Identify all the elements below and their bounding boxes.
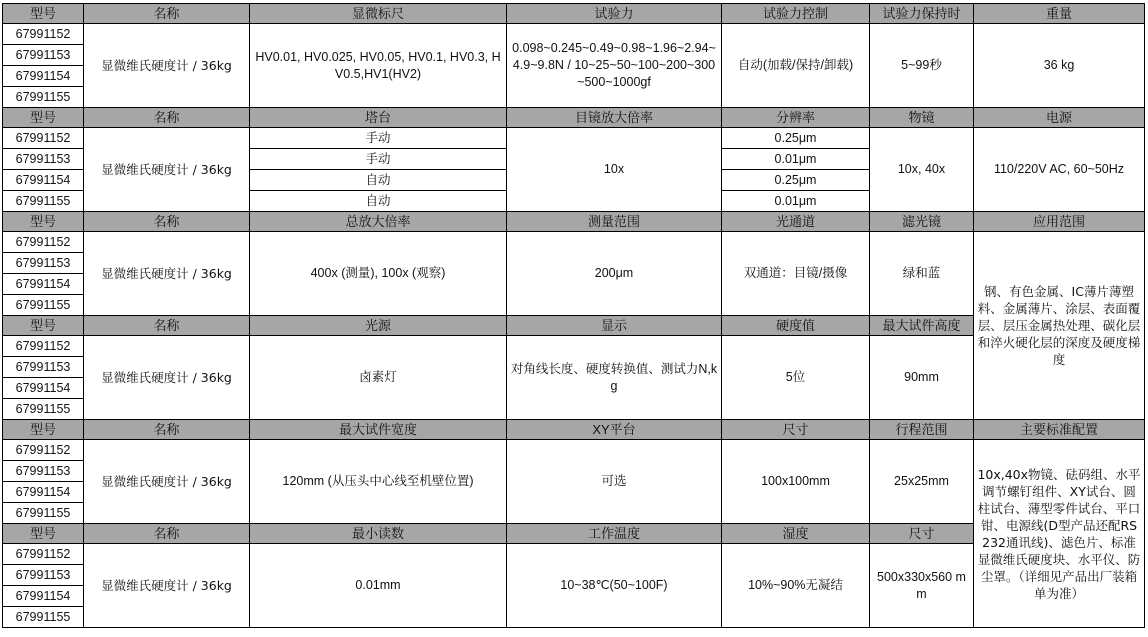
- header-name: 名称: [84, 4, 250, 24]
- model-cell: 67991155: [3, 399, 84, 420]
- turret-value: 自动: [250, 191, 507, 212]
- hardness-value: 5位: [722, 336, 870, 420]
- turret-value: 手动: [250, 149, 507, 170]
- weight-value: 36 kg: [974, 24, 1145, 108]
- xy-stage-value: 可选: [507, 440, 722, 524]
- product-name: 显微维氏硬度计 / 36kg: [84, 24, 250, 108]
- header-model: 型号: [3, 316, 84, 336]
- header-light-path: 光通道: [722, 212, 870, 232]
- header-standard-config: 主要标准配置: [974, 420, 1145, 440]
- header-filter: 滤光镜: [870, 212, 974, 232]
- turret-value: 自动: [250, 170, 507, 191]
- model-cell: 67991153: [3, 565, 84, 586]
- max-width-value: 120mm (从压头中心线至机壁位置): [250, 440, 507, 524]
- header-objective: 物镜: [870, 108, 974, 128]
- header-force: 试验力: [507, 4, 722, 24]
- power-value: 110/220V AC, 60~50Hz: [974, 128, 1145, 212]
- dimensions-value: 500x330x560 mm: [870, 544, 974, 628]
- header-light-source: 光源: [250, 316, 507, 336]
- header-row-5: [3, 420, 1145, 440]
- work-temp-value: 10~38℃(50~100F): [507, 544, 722, 628]
- header-name: 名称: [84, 212, 250, 232]
- header-work-temp: 工作温度: [507, 524, 722, 544]
- model-cell: 67991152: [3, 544, 84, 565]
- resolution-value: 0.25μm: [722, 170, 870, 191]
- header-min-reading: 最小读数: [250, 524, 507, 544]
- standard-config-value: 10x,40x物镜、砝码组、水平调节螺钉组件、XY试台、圆柱试台、薄型零件试台、平口钳、电源线(D型产品还配RS232通讯线)、滤色片、标准显微维氏硬度块、水平仪、防尘罩。（详细见产品出厂装箱单为准）: [974, 440, 1145, 628]
- eyepiece-value: 10x: [507, 128, 722, 212]
- header-range: 测量范围: [507, 212, 722, 232]
- header-control: 试验力控制: [722, 4, 870, 24]
- header-magnification: 总放大倍率: [250, 212, 507, 232]
- header-scale: 显微标尺: [250, 4, 507, 24]
- header-row-2: [3, 108, 1145, 128]
- header-name: 名称: [84, 420, 250, 440]
- travel-value: 25x25mm: [870, 440, 974, 524]
- header-weight: 重量: [974, 4, 1145, 24]
- model-cell: 67991154: [3, 66, 84, 87]
- filter-value: 绿和蓝: [870, 232, 974, 316]
- display-value: 对角线长度、硬度转换值、测试力N,kg: [507, 336, 722, 420]
- light-source-value: 卤素灯: [250, 336, 507, 420]
- size-value: 100x100mm: [722, 440, 870, 524]
- application-value: 钢、有色金属、IC薄片薄塑料、金属薄片、涂层、表面覆层、层压金属热处理、碳化层和淬火硬化层的深度及硬度梯度: [974, 232, 1145, 420]
- model-cell: 67991153: [3, 357, 84, 378]
- header-power: 电源: [974, 108, 1145, 128]
- model-cell: 67991153: [3, 45, 84, 66]
- header-model: 型号: [3, 420, 84, 440]
- header-model: 型号: [3, 4, 84, 24]
- header-model: 型号: [3, 108, 84, 128]
- resolution-value: 0.01μm: [722, 149, 870, 170]
- objective-value: 10x, 40x: [870, 128, 974, 212]
- model-cell: 67991155: [3, 87, 84, 108]
- humidity-value: 10%~90%无凝结: [722, 544, 870, 628]
- header-name: 名称: [84, 316, 250, 336]
- model-cell: 67991152: [3, 336, 84, 357]
- header-row-1: [3, 4, 1145, 24]
- header-hardness: 硬度值: [722, 316, 870, 336]
- model-cell: 67991154: [3, 586, 84, 607]
- header-row-4: [3, 316, 1145, 336]
- header-max-height: 最大试件高度: [870, 316, 974, 336]
- magnification-value: 400x (测量), 100x (观察): [250, 232, 507, 316]
- control-value: 自动(加载/保持/卸载): [722, 24, 870, 108]
- min-reading-value: 0.01mm: [250, 544, 507, 628]
- header-max-width: 最大试件宽度: [250, 420, 507, 440]
- model-cell: 67991155: [3, 607, 84, 628]
- model-cell: 67991153: [3, 149, 84, 170]
- header-row-3: [3, 212, 1145, 232]
- spec-table: [2, 3, 1145, 628]
- header-display: 显示: [507, 316, 722, 336]
- force-value: 0.098~0.245~0.49~0.98~1.96~2.94~4.9~9.8N / 10~25~50~100~200~300~500~1000gf: [507, 24, 722, 108]
- max-height-value: 90mm: [870, 336, 974, 420]
- model-cell: 67991153: [3, 253, 84, 274]
- model-cell: 67991154: [3, 170, 84, 191]
- turret-value: 手动: [250, 128, 507, 149]
- header-dimensions: 尺寸: [870, 524, 974, 544]
- header-application: 应用范围: [974, 212, 1145, 232]
- header-travel: 行程范围: [870, 420, 974, 440]
- model-cell: 67991154: [3, 482, 84, 503]
- product-name: 显微维氏硬度计 / 36kg: [84, 128, 250, 212]
- header-model: 型号: [3, 212, 84, 232]
- header-name: 名称: [84, 524, 250, 544]
- model-cell: 67991155: [3, 191, 84, 212]
- header-size: 尺寸: [722, 420, 870, 440]
- header-humidity: 湿度: [722, 524, 870, 544]
- model-cell: 67991152: [3, 24, 84, 45]
- model-cell: 67991152: [3, 440, 84, 461]
- model-cell: 67991152: [3, 232, 84, 253]
- model-cell: 67991155: [3, 295, 84, 316]
- product-name: 显微维氏硬度计 / 36kg: [84, 440, 250, 524]
- product-name: 显微维氏硬度计 / 36kg: [84, 544, 250, 628]
- model-cell: 67991155: [3, 503, 84, 524]
- model-cell: 67991153: [3, 461, 84, 482]
- header-xy-stage: XY平台: [507, 420, 722, 440]
- header-eyepiece: 目镜放大倍率: [507, 108, 722, 128]
- resolution-value: 0.25μm: [722, 128, 870, 149]
- product-name: 显微维氏硬度计 / 36kg: [84, 232, 250, 316]
- header-model: 型号: [3, 524, 84, 544]
- header-resolution: 分辨率: [722, 108, 870, 128]
- product-name: 显微维氏硬度计 / 36kg: [84, 336, 250, 420]
- header-row-6: [3, 524, 1145, 544]
- header-hold-time: 试验力保持时: [870, 4, 974, 24]
- range-value: 200μm: [507, 232, 722, 316]
- model-cell: 67991154: [3, 274, 84, 295]
- light-path-value: 双通道：目镜/摄像: [722, 232, 870, 316]
- model-cell: 67991152: [3, 128, 84, 149]
- header-name: 名称: [84, 108, 250, 128]
- model-cell: 67991154: [3, 378, 84, 399]
- scale-value: HV0.01, HV0.025, HV0.05, HV0.1, HV0.3, HV0.5,HV1(HV2): [250, 24, 507, 108]
- hold-time-value: 5~99秒: [870, 24, 974, 108]
- header-turret: 塔台: [250, 108, 507, 128]
- resolution-value: 0.01μm: [722, 191, 870, 212]
